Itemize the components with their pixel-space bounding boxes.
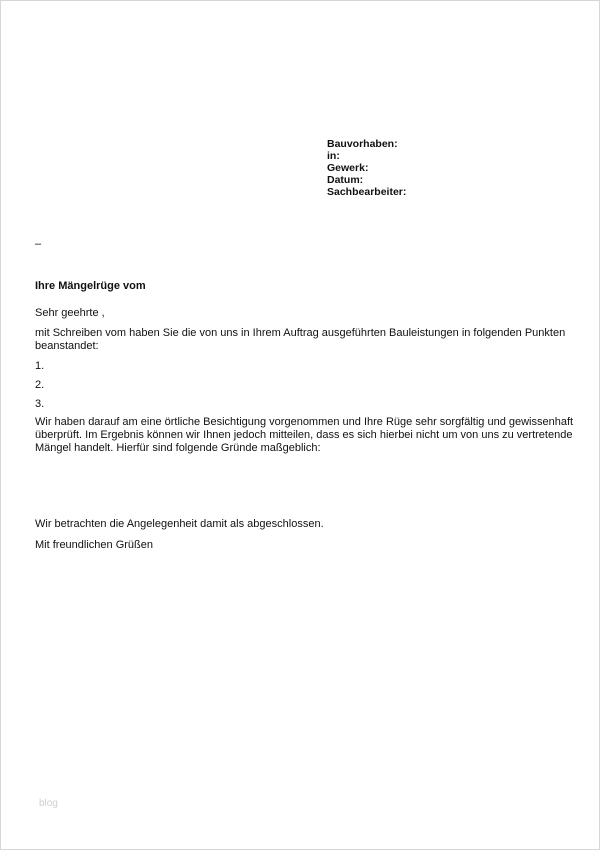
letter-subject: Ihre Mängelrüge vom: [35, 280, 146, 292]
sachbearbeiter-label: Sachbearbeiter:: [327, 186, 407, 198]
project-info-block: [327, 138, 406, 198]
point-2: 2.: [35, 379, 45, 391]
closing-sentence: Wir betrachten die Angelegenheit damit als abgeschlossen.: [35, 518, 324, 530]
gewerk-label: Gewerk:: [327, 162, 369, 174]
regards: Mit freundlichen Grüßen: [35, 539, 153, 551]
watermark: blog: [39, 798, 58, 809]
intro-paragraph: mit Schreiben vom haben Sie die von uns in Ihrem Auftrag ausgeführten Bauleistungen in folgenden Punkten beanstandet:: [35, 327, 566, 352]
point-1: 1.: [35, 360, 45, 372]
salutation: Sehr geehrte ,: [35, 307, 105, 319]
point-3: 3.: [35, 398, 45, 410]
recipient-placeholder: –: [35, 238, 42, 250]
location-label: in:: [327, 150, 340, 162]
datum-label: Datum:: [327, 174, 364, 186]
body-paragraph: Wir haben darauf am eine örtliche Besichtigung vorgenommen und Ihre Rüge sehr sorgfältig und gewissenhaft überprüft. Im Ergebnis können wir Ihnen jedoch mitteilen, dass es sich hierbei nicht um von uns zu vertretende Mängel handelt. Hierfür sind folgende Gründe maßgeblich:: [35, 416, 574, 454]
bauvorhaben-label: Bauvorhaben:: [327, 138, 398, 150]
